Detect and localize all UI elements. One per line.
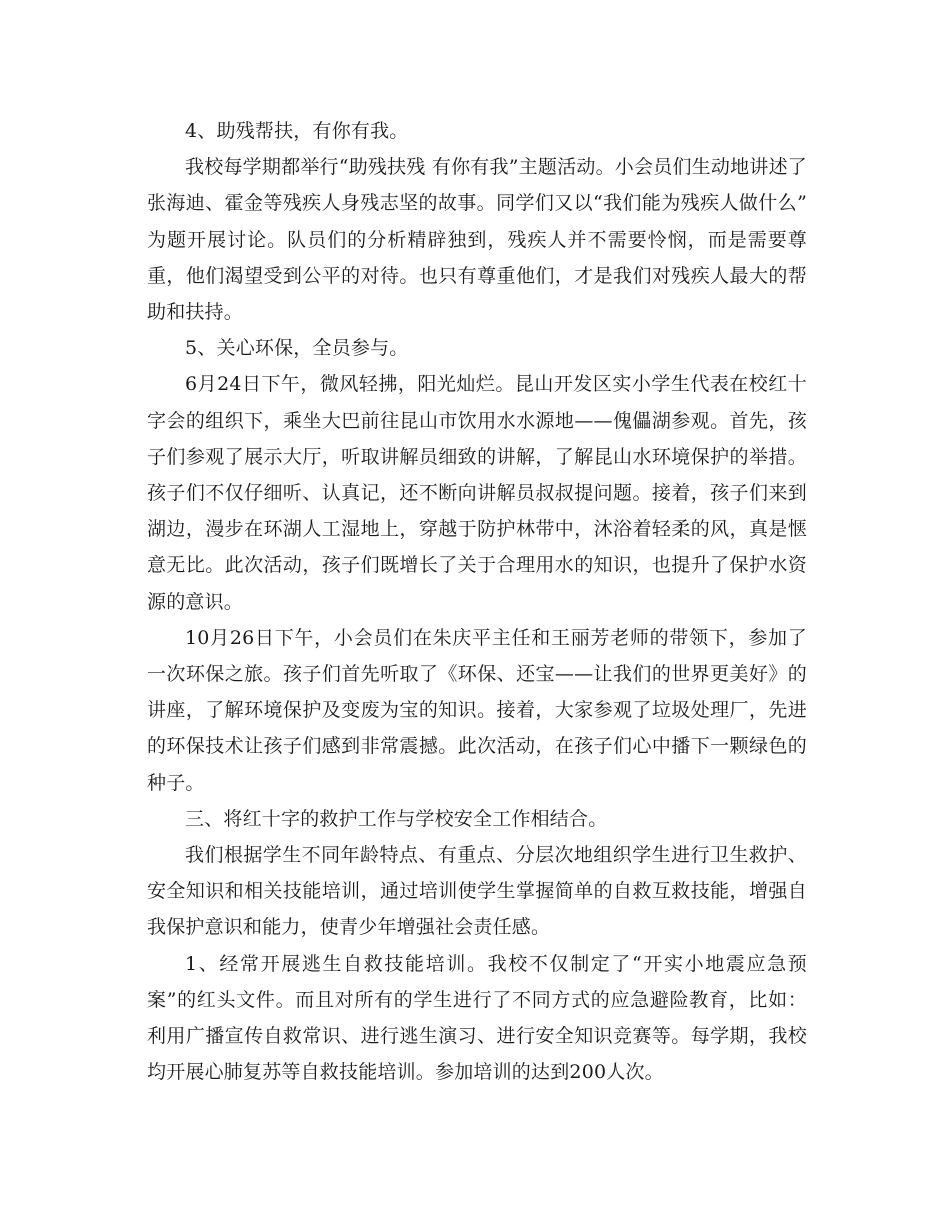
heading-environmental-protection: 5、关心环保，全员参与。 — [185, 337, 409, 360]
heading-safety-work: 三、将红十字的救护工作与学校安全工作相结合。 — [185, 807, 608, 830]
heading-disability-support: 4、助残帮扶，有你有我。 — [185, 120, 409, 142]
paragraph-disability-activity: 我校每学期都举行“助残扶残 有你有我”主题活动。小会员们生动地讲述了张海迪、霍金等残疾人身残志坚的故事。同学们又以“我们能为残疾人做什么” 为题开展讨论。队员们的分析精辟独到，残疾人并不需要怜悯，而是需要尊重，他们渴望受到公平的对待。也只有尊重他们，才是我们对残疾人最大的帮助和扶持。 — [147, 156, 807, 324]
paragraph-escape-training: 1、经常开展逃生自救技能培训。我校不仅制定了“开实小地震应急预案”的红头文件。而且对所有的学生进行了不同方式的应急避险教育，比如：利用广播宣传自救常识、进行逃生演习、进行安全知识竞赛等。每学期，我校均开展心肺复苏等自救技能培训。参加培训的达到200人次。 — [147, 952, 807, 1084]
paragraph-safety-training: 我们根据学生不同年龄特点、有重点、分层次地组织学生进行卫生救护、安全知识和相关技能培训，通过培训使学生掌握简单的自救互救技能，增强自我保护意识和能力，使青少年增强社会责任感。 — [147, 844, 807, 939]
paragraph-june-visit: 6月24日下午，微风轻拂，阳光灿烂。昆山开发区实小学生代表在校红十字会的组织下，乘坐大巴前往昆山市饮用水水源地——傀儡湖参观。首先，孩子们参观了展示大厅，听取讲解员细致的讲解，了解昆山水环境保护的举措。孩子们不仅仔细听、认真记，还不断向讲解员叔叔提问题。接着，孩子们来到湖边，漫步在环湖人工湿地上，穿越于防护林带中，沐浴着轻柔的风，真是惬意无比。此次活动，孩子们既增长了关于合理用水的知识，也提升了保护水资源的意识。 — [147, 373, 807, 613]
document-body — [147, 113, 807, 1090]
paragraph-october-trip: 10月26日下午，小会员们在朱庆平主任和王丽芳老师的带领下，参加了一次环保之旅。孩子们首先听取了《环保、还宝——让我们的世界更美好》的讲座，了解环境保护及变废为宝的知识。接着，大家参观了垃圾处理厂，先进的环保技术让孩子们感到非常震撼。此次活动，在孩子们心中播下一颗绿色的种子。 — [147, 626, 807, 794]
